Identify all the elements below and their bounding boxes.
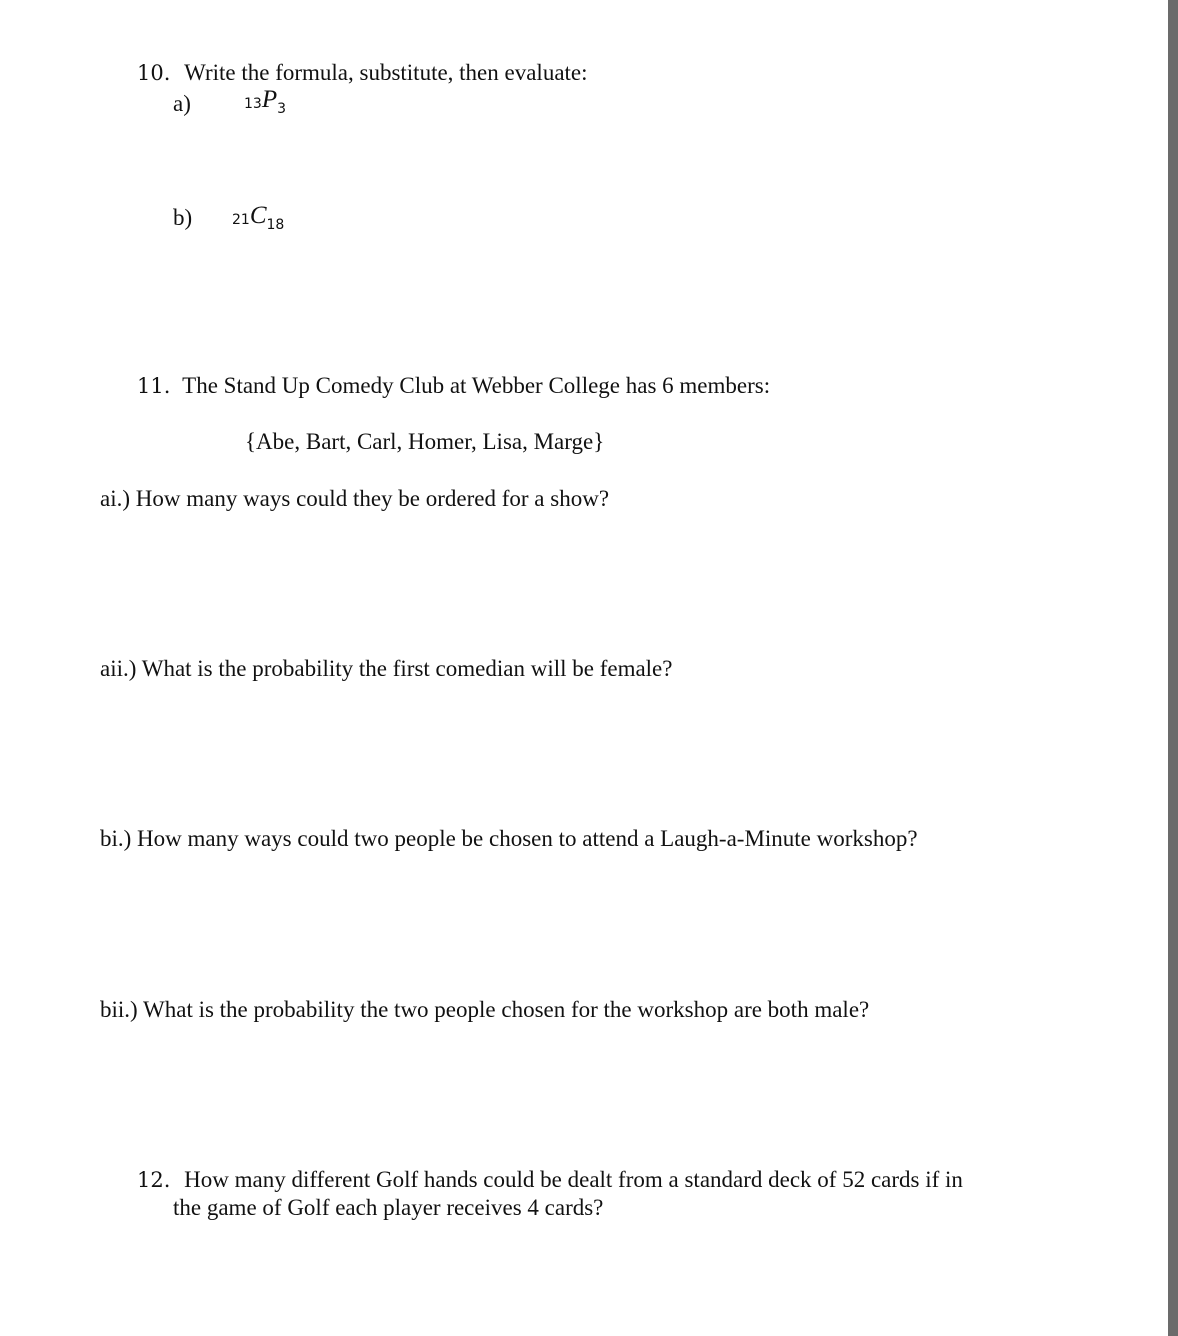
question-11-ai: ai.) How many ways could they be ordered for a show? xyxy=(100,486,610,511)
question-12-line1: How many different Golf hands could be dealt from a standard deck of 52 cards if in xyxy=(184,1167,963,1192)
question-10-prompt: Write the formula, substitute, then evaluate: xyxy=(184,60,588,85)
page-edge-scrollbar xyxy=(1168,0,1178,1336)
question-11-number: 11. xyxy=(137,374,171,398)
question-10a-label: a) xyxy=(173,91,191,116)
question-11-aii: aii.) What is the probability the first comedian will be female? xyxy=(100,656,673,681)
comb-symbol: C xyxy=(249,202,267,229)
question-10-number: 10. xyxy=(137,61,171,85)
comb-n: 21 xyxy=(232,212,250,228)
perm-symbol: P xyxy=(261,86,278,113)
question-11-bii: bii.) What is the probability the two people chosen for the workshop are both male? xyxy=(100,997,870,1022)
member-set: {Abe, Bart, Carl, Homer, Lisa, Marge} xyxy=(245,429,605,454)
perm-n: 13 xyxy=(244,96,262,112)
combination-21-c-18 xyxy=(232,202,284,233)
question-12-number: 12. xyxy=(137,1168,171,1192)
question-11 xyxy=(137,372,770,400)
question-12 xyxy=(137,1166,963,1194)
question-12-line2: the game of Golf each player receives 4 cards? xyxy=(173,1195,604,1220)
question-10b-label: b) xyxy=(173,205,193,230)
question-11-prompt: The Stand Up Comedy Club at Webber College has 6 members: xyxy=(182,373,771,398)
question-10 xyxy=(137,59,588,87)
question-11-bi: bi.) How many ways could two people be chosen to attend a Laugh-a-Minute workshop? xyxy=(100,826,918,851)
comb-r: 18 xyxy=(266,217,285,233)
permutation-13-p-3 xyxy=(244,86,286,117)
perm-r: 3 xyxy=(277,101,287,117)
